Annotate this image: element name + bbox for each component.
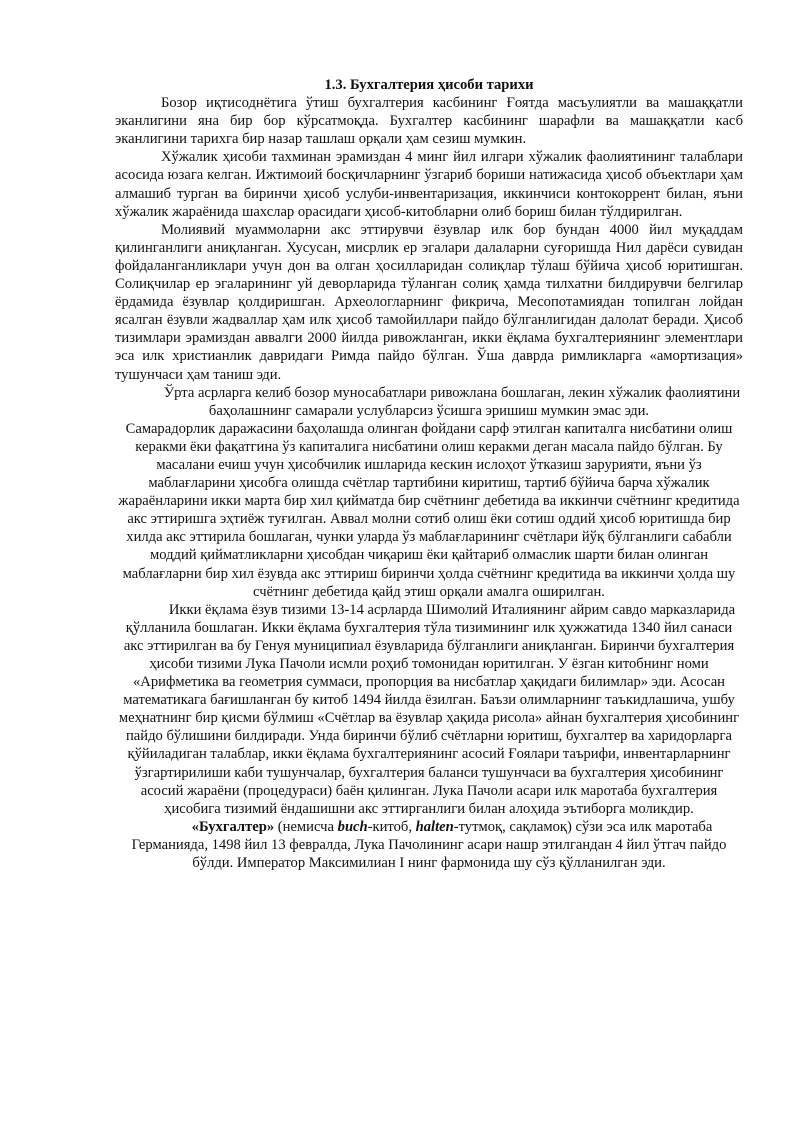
word-buch: buch [337,818,368,835]
paragraph-6: Икки ёқлама ёзув тизими 13-14 асрларда Шимолий Италиянинг айрим савдо марказларида қўлланила бошлаган. Икки ёқлама бухгалтерия тўла тизимининг илк ҳужжатида 1340 йил санаси акс эттирилган ва бу Генуя муниципиал ёзувларида бўлганлиги аниқланган. Биринчи бухгалтерия ҳисоби тизими Лука Пачоли исмли роҳиб томонидан юритилган. У ёзган китобнинг номи «Арифметика ва геометрия суммаси, пропорция ва нисбатлар ҳақидаги билимлар» эди. Асосан математикага бағишланган бу китоб 1494 йилда ёзилган. Баъзи олимларнинг таъкидлашича, ушбу меҳнатнинг бир қисми бўлмиш «Счётлар ва ёзувлар ҳақида рисола» айнан бухгалтерия ҳисобининг пайдо бўлишини билдиради. Унда биринчи бўлиб счётларни юритиш, бухгалтер ва харидорларга қўйиладиган талаблар, икки ёқлама бухгалтериянинг асосий Ғоялари таърифи, инвентарларнинг ўзгартирилиши каби тушунчалар, бухгалтерия баланси тушунчаси ва бухгалтерия ҳисобининг асосий жараёни (процедураси) баён қилинган. Лука Пачоли асари илк маротаба бухгалтерия ҳисобига тизимий ёндашишни акс эттирганлиги билан алоҳида эътиборга моликдир. [118,601,740,817]
term-bold: «Бухгалтер» [191,818,275,835]
paragraph-2: Хўжалик ҳисоби тахминан эрамиздан 4 минг йил илгари хўжалик фаолиятининг талаблари асосида юзага келган. Ижтимоий босқичларнинг ўзгариб бориши натижасида ҳисоб объектлари ҳам алмашиб турган ва биринчи ҳисоб услуби-инвентаризация, иккинчиси контокоррент билан, яъни хўжалик жараёнида шахслар орасидаги ҳисоб-китобларни олиб бориш билан тўлдирилган. [115,149,743,220]
paragraph-1: Бозор иқтисоднётига ўтиш бухгалтерия касбининг Ғоятда масъулиятли ва машаққатли эканлигини яна бир бор кўрсатмоқда. Бухгалтер касбининг шарафли ва машаққатли касб эканлигини тарихга бир назар ташлаш орқали ҳам сезиш мумкин. [115,95,743,148]
p7-text-1: (немисча [274,818,338,835]
section-title: 1.3. Бухгалтерия ҳисоби тарихи [324,77,534,93]
p7-text-2: -китоб, [367,818,416,835]
word-halten: halten [415,818,454,835]
p7-text-3: -тутмоқ, сақламоқ) сўзи эса илк маротаба Германияда, 1498 йил 13 февралда, Лука Пачолининг асари нашр этилгандан 4 йил ўтгач пайдо бўлди. Император Максимилиан I нинг фармонида шу сўз қўлланилган эди. [131,818,727,872]
document-page [115,76,743,872]
paragraph-5: Самарадорлик даражасини баҳолашда олинган фойдани сарф этилган капиталга нисбатини олиш керакми ёки фақатгина ўз капиталига нисбатини олиш керакми деган масала пайдо бўлган. Бу масалани ечиш учун ҳисобчилик ишларида кескин ислоҳот ўтказиш зарурияти, яъни ўз маблағларини ҳисобга олишда счётлар тартибини киритиш, тартиб бўйича барча хўжалик жараёнларини икки марта бир хил қийматда бир счётнинг дебетида ва иккинчи счётнинг кредитида акс эттиришга эҳтиёж туғилган. Аввал молни сотиб олиш ёки сотиш оддий ҳисоб юритишда бир хилда акс эттирила бошлаган, чунки уларда ўз маблағларининг счётлари йўқ бўлганлиги сабабли моддий қийматликларни ҳисобдан чиқариш ёки қайтариб олмаслик шарти билан олинган маблағларни бир хил ёзувда акс эттириш биринчи ҳолда счётнинг кредитида ва иккинчи ҳолда шу счётнинг дебетида қайд этиш орқали амалга оширилган. [118,420,740,600]
paragraph-3: Молиявий муаммоларни акс эттирувчи ёзувлар илк бор бундан 4000 йил муқаддам қилинганлиги аниқланган. Хусусан, мисрлик ер эгалари далаларни суғоришда Нил дарёси сувидан фойдаланганликлари учун дон ва олган ҳосилларидан солиқлар тўлаш бўйича ҳисоб юритишган. Солиқчилар ер эгаларининг уй деворларида тўланган солиқ ҳамда тилхатни билдирувчи белгилар ёрдамида ёзувлар қолдиришган. Археологларнинг фикрича, Месопотамиядан топилган лойдан ясалган ёзувли жадваллар ҳам илк ҳисоб тамойиллари пайдо бўлганлигидан далолат беради. Ҳисоб тизимлари эрамиздан аввалги 2000 йилда ривожланган, икки ёқлама бухгалтериянинг элементлари эса илк христианлик давридаги Римда пайдо бўлган. Ўша даврда римликларга «амортизация» тушунчаси ҳам таниш эди. [115,221,743,383]
paragraph-4: Ўрта асрларга келиб бозор муносабатлари ривожлана бошлаган, лекин хўжалик фаолиятини баҳолашнинг самарали услубларсиз ўсишга эришиш мумкин эмас эди. [163,384,741,419]
paragraph-7 [115,818,743,872]
